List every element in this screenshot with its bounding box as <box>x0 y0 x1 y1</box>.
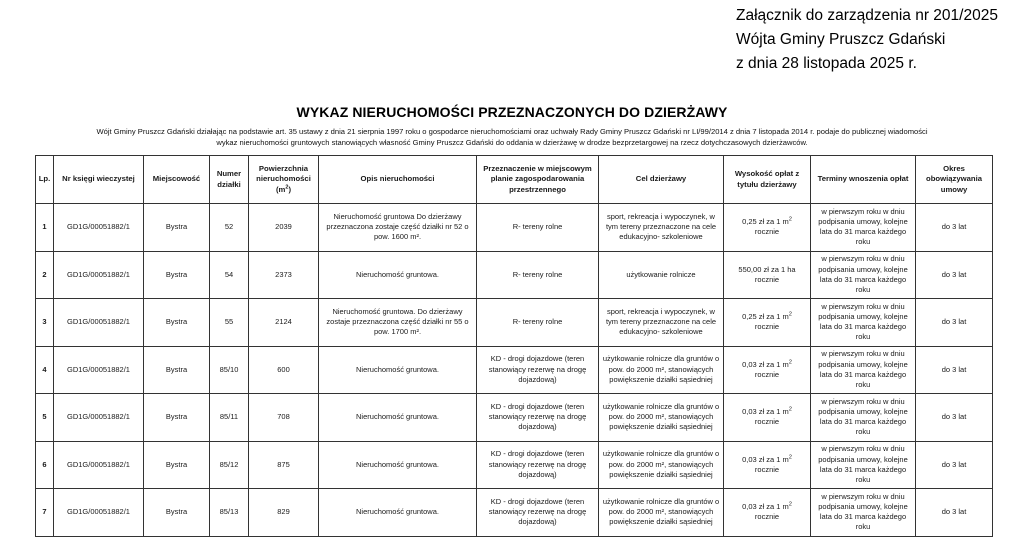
cell-payment-terms: w pierwszym roku w dniu podpisania umowy, kolejne lata do 31 marca każdego roku <box>811 204 916 252</box>
cell-lp: 1 <box>36 204 54 252</box>
fee-period: rocznie <box>754 274 780 284</box>
cell-land-register: GD1G/00051882/1 <box>54 299 144 347</box>
header-area-unit: (m <box>275 184 286 194</box>
cell-zoning-plan: KD - drogi dojazdowe (teren stanowiący rezerwę na drogę dojazdową) <box>477 441 599 489</box>
property-lease-table <box>35 155 993 537</box>
cell-fee <box>724 204 811 252</box>
cell-lp: 3 <box>36 299 54 347</box>
cell-area: 708 <box>249 394 319 442</box>
fee-amount: 0,25 zł za 1 m <box>742 312 789 322</box>
cell-zoning-plan: R- tereny rolne <box>477 204 599 252</box>
cell-lease-purpose: użytkowanie rolnicze <box>599 251 724 299</box>
fee-unit-sup: 2 <box>788 311 792 318</box>
cell-fee <box>724 299 811 347</box>
header-area <box>249 156 319 204</box>
cell-contract-period: do 3 lat <box>916 394 993 442</box>
cell-locality: Bystra <box>144 299 210 347</box>
attachment-line-date: z dnia 28 listopada 2025 r. <box>736 55 917 72</box>
header-zoning-plan: Przeznaczenie w miejscowym planie zagospodarowania przestrzennego <box>477 156 599 204</box>
cell-lease-purpose: użytkowanie rolnicze dla gruntów o pow. do 2000 m², stanowiących powiększenie działki sąsiedniej <box>599 394 724 442</box>
fee-unit-sup: 2 <box>788 454 792 461</box>
header-lease-purpose: Cel dzierżawy <box>599 156 724 204</box>
cell-description: Nieruchomość gruntowa. <box>319 441 477 489</box>
cell-area: 829 <box>249 489 319 537</box>
table-row <box>36 299 993 347</box>
cell-land-register: GD1G/00051882/1 <box>54 204 144 252</box>
cell-payment-terms: w pierwszym roku w dniu podpisania umowy, kolejne lata do 31 marca każdego roku <box>811 441 916 489</box>
header-description: Opis nieruchomości <box>319 156 477 204</box>
cell-description: Nieruchomość gruntowa. <box>319 489 477 537</box>
intro-line-1: Wójt Gminy Pruszcz Gdański działając na podstawie art. 35 ustawy z dnia 21 sierpnia 1997 roku o gospodarce nieruchomościami oraz uchwały Rady Gminy Pruszcz Gdański nr LI/99/2014 z dnia 7 listopada 2014 r. podaje do publicznej wiadomości <box>96 127 928 136</box>
cell-zoning-plan: R- tereny rolne <box>477 299 599 347</box>
cell-locality: Bystra <box>144 251 210 299</box>
header-land-register: Nr księgi wieczystej <box>54 156 144 204</box>
cell-payment-terms: w pierwszym roku w dniu podpisania umowy, kolejne lata do 31 marca każdego roku <box>811 394 916 442</box>
intro-line-2: wykaz nieruchomości gruntowych stanowiących własność Gminy Pruszcz Gdański do oddania w dzierżawę w drodze bezprzetargowej na rzecz dotychczasowych dzierżawców. <box>216 137 808 147</box>
cell-plot-number: 85/13 <box>210 489 249 537</box>
fee-period: rocznie <box>754 369 780 379</box>
fee-period: rocznie <box>754 227 780 237</box>
fee-period: rocznie <box>754 322 780 332</box>
cell-area: 600 <box>249 346 319 394</box>
cell-zoning-plan: KD - drogi dojazdowe (teren stanowiący rezerwę na drogę dojazdową) <box>477 489 599 537</box>
table-row <box>36 204 993 252</box>
cell-plot-number: 85/11 <box>210 394 249 442</box>
cell-lp: 4 <box>36 346 54 394</box>
cell-fee <box>724 346 811 394</box>
intro-paragraph <box>20 127 1004 148</box>
header-payment-terms: Terminy wnoszenia opłat <box>811 156 916 204</box>
table-row <box>36 251 993 299</box>
cell-lp: 7 <box>36 489 54 537</box>
cell-locality: Bystra <box>144 346 210 394</box>
cell-fee <box>724 441 811 489</box>
fee-unit-sup: 2 <box>788 501 792 508</box>
cell-lp: 6 <box>36 441 54 489</box>
fee-period: rocznie <box>754 512 780 522</box>
cell-zoning-plan: R- tereny rolne <box>477 251 599 299</box>
cell-plot-number: 54 <box>210 251 249 299</box>
cell-land-register: GD1G/00051882/1 <box>54 394 144 442</box>
attachment-header <box>736 4 998 76</box>
cell-contract-period: do 3 lat <box>916 251 993 299</box>
cell-locality: Bystra <box>144 394 210 442</box>
header-area-unit-sup: 2 <box>285 184 289 191</box>
cell-fee <box>724 394 811 442</box>
cell-lease-purpose: sport, rekreacja i wypoczynek, w tym tereny przeznaczone na cele edukacyjno- szkoleniowe <box>599 204 724 252</box>
cell-description: Nieruchomość gruntowa. <box>319 251 477 299</box>
table-row <box>36 489 993 537</box>
cell-description: Nieruchomość gruntowa Do dzierżawy przeznaczona zostaje część działki nr 52 o pow. 1600 m². <box>319 204 477 252</box>
fee-unit-sup: 2 <box>788 216 792 223</box>
cell-lease-purpose: użytkowanie rolnicze dla gruntów o pow. do 2000 m², stanowiących powiększenie działki sąsiedniej <box>599 441 724 489</box>
cell-land-register: GD1G/00051882/1 <box>54 346 144 394</box>
cell-contract-period: do 3 lat <box>916 489 993 537</box>
cell-area: 2124 <box>249 299 319 347</box>
cell-locality: Bystra <box>144 441 210 489</box>
cell-plot-number: 52 <box>210 204 249 252</box>
header-fee: Wysokość opłat z tytułu dzierżawy <box>724 156 811 204</box>
cell-fee <box>724 251 811 299</box>
document-title: WYKAZ NIERUCHOMOŚCI PRZEZNACZONYCH DO DZIERŻAWY <box>296 104 728 120</box>
cell-plot-number: 85/12 <box>210 441 249 489</box>
cell-zoning-plan: KD - drogi dojazdowe (teren stanowiący rezerwę na drogę dojazdową) <box>477 394 599 442</box>
cell-payment-terms: w pierwszym roku w dniu podpisania umowy, kolejne lata do 31 marca każdego roku <box>811 299 916 347</box>
cell-locality: Bystra <box>144 204 210 252</box>
fee-period: rocznie <box>754 417 780 427</box>
cell-land-register: GD1G/00051882/1 <box>54 251 144 299</box>
cell-area: 2373 <box>249 251 319 299</box>
cell-lp: 2 <box>36 251 54 299</box>
cell-lp: 5 <box>36 394 54 442</box>
cell-contract-period: do 3 lat <box>916 441 993 489</box>
cell-land-register: GD1G/00051882/1 <box>54 441 144 489</box>
cell-lease-purpose: sport, rekreacja i wypoczynek, w tym tereny przeznaczone na cele edukacyjno- szkoleniowe <box>599 299 724 347</box>
cell-payment-terms: w pierwszym roku w dniu podpisania umowy, kolejne lata do 31 marca każdego roku <box>811 346 916 394</box>
cell-description: Nieruchomość gruntowa. Do dzierżawy zostaje przeznaczona część działki nr 55 o pow. 1700 m². <box>319 299 477 347</box>
cell-area: 875 <box>249 441 319 489</box>
cell-plot-number: 55 <box>210 299 249 347</box>
cell-description: Nieruchomość gruntowa. <box>319 394 477 442</box>
cell-land-register: GD1G/00051882/1 <box>54 489 144 537</box>
fee-period: rocznie <box>754 464 780 474</box>
fee-unit-sup: 2 <box>788 406 792 413</box>
cell-lease-purpose: użytkowanie rolnicze dla gruntów o pow. do 2000 m², stanowiących powiększenie działki sąsiedniej <box>599 489 724 537</box>
cell-plot-number: 85/10 <box>210 346 249 394</box>
fee-amount: 0,03 zł za 1 m <box>742 407 789 417</box>
cell-fee <box>724 489 811 537</box>
header-contract-period: Okres obowiązywania umowy <box>916 156 993 204</box>
cell-area: 2039 <box>249 204 319 252</box>
fee-amount: 0,25 zł za 1 m <box>742 217 789 227</box>
header-locality: Miejscowość <box>144 156 210 204</box>
header-lp: Lp. <box>36 156 54 204</box>
fee-amount: 0,03 zł za 1 m <box>742 359 789 369</box>
fee-amount: 550,00 zł za 1 ha <box>738 264 796 274</box>
cell-locality: Bystra <box>144 489 210 537</box>
cell-contract-period: do 3 lat <box>916 204 993 252</box>
header-plot-number: Numer działki <box>210 156 249 204</box>
attachment-line-authority: Wójta Gminy Pruszcz Gdański <box>736 31 946 48</box>
header-area-label: Powierzchnia nieruchomości <box>256 164 311 184</box>
fee-amount: 0,03 zł za 1 m <box>742 502 789 512</box>
cell-contract-period: do 3 lat <box>916 346 993 394</box>
cell-payment-terms: w pierwszym roku w dniu podpisania umowy, kolejne lata do 31 marca każdego roku <box>811 251 916 299</box>
cell-contract-period: do 3 lat <box>916 299 993 347</box>
table-header-row <box>36 156 993 204</box>
table-row <box>36 394 993 442</box>
fee-amount: 0,03 zł za 1 m <box>742 454 789 464</box>
fee-unit-sup: 2 <box>788 359 792 366</box>
cell-payment-terms: w pierwszym roku w dniu podpisania umowy, kolejne lata do 31 marca każdego roku <box>811 489 916 537</box>
cell-lease-purpose: użytkowanie rolnicze dla gruntów o pow. do 2000 m², stanowiących powiększenie działki sąsiedniej <box>599 346 724 394</box>
cell-zoning-plan: KD - drogi dojazdowe (teren stanowiący rezerwę na drogę dojazdową) <box>477 346 599 394</box>
header-area-unit-close: ) <box>288 184 292 194</box>
cell-description: Nieruchomość gruntowa. <box>319 346 477 394</box>
table-row <box>36 346 993 394</box>
attachment-line-ordinance: Załącznik do zarządzenia nr 201/2025 <box>736 7 998 24</box>
table-row <box>36 441 993 489</box>
